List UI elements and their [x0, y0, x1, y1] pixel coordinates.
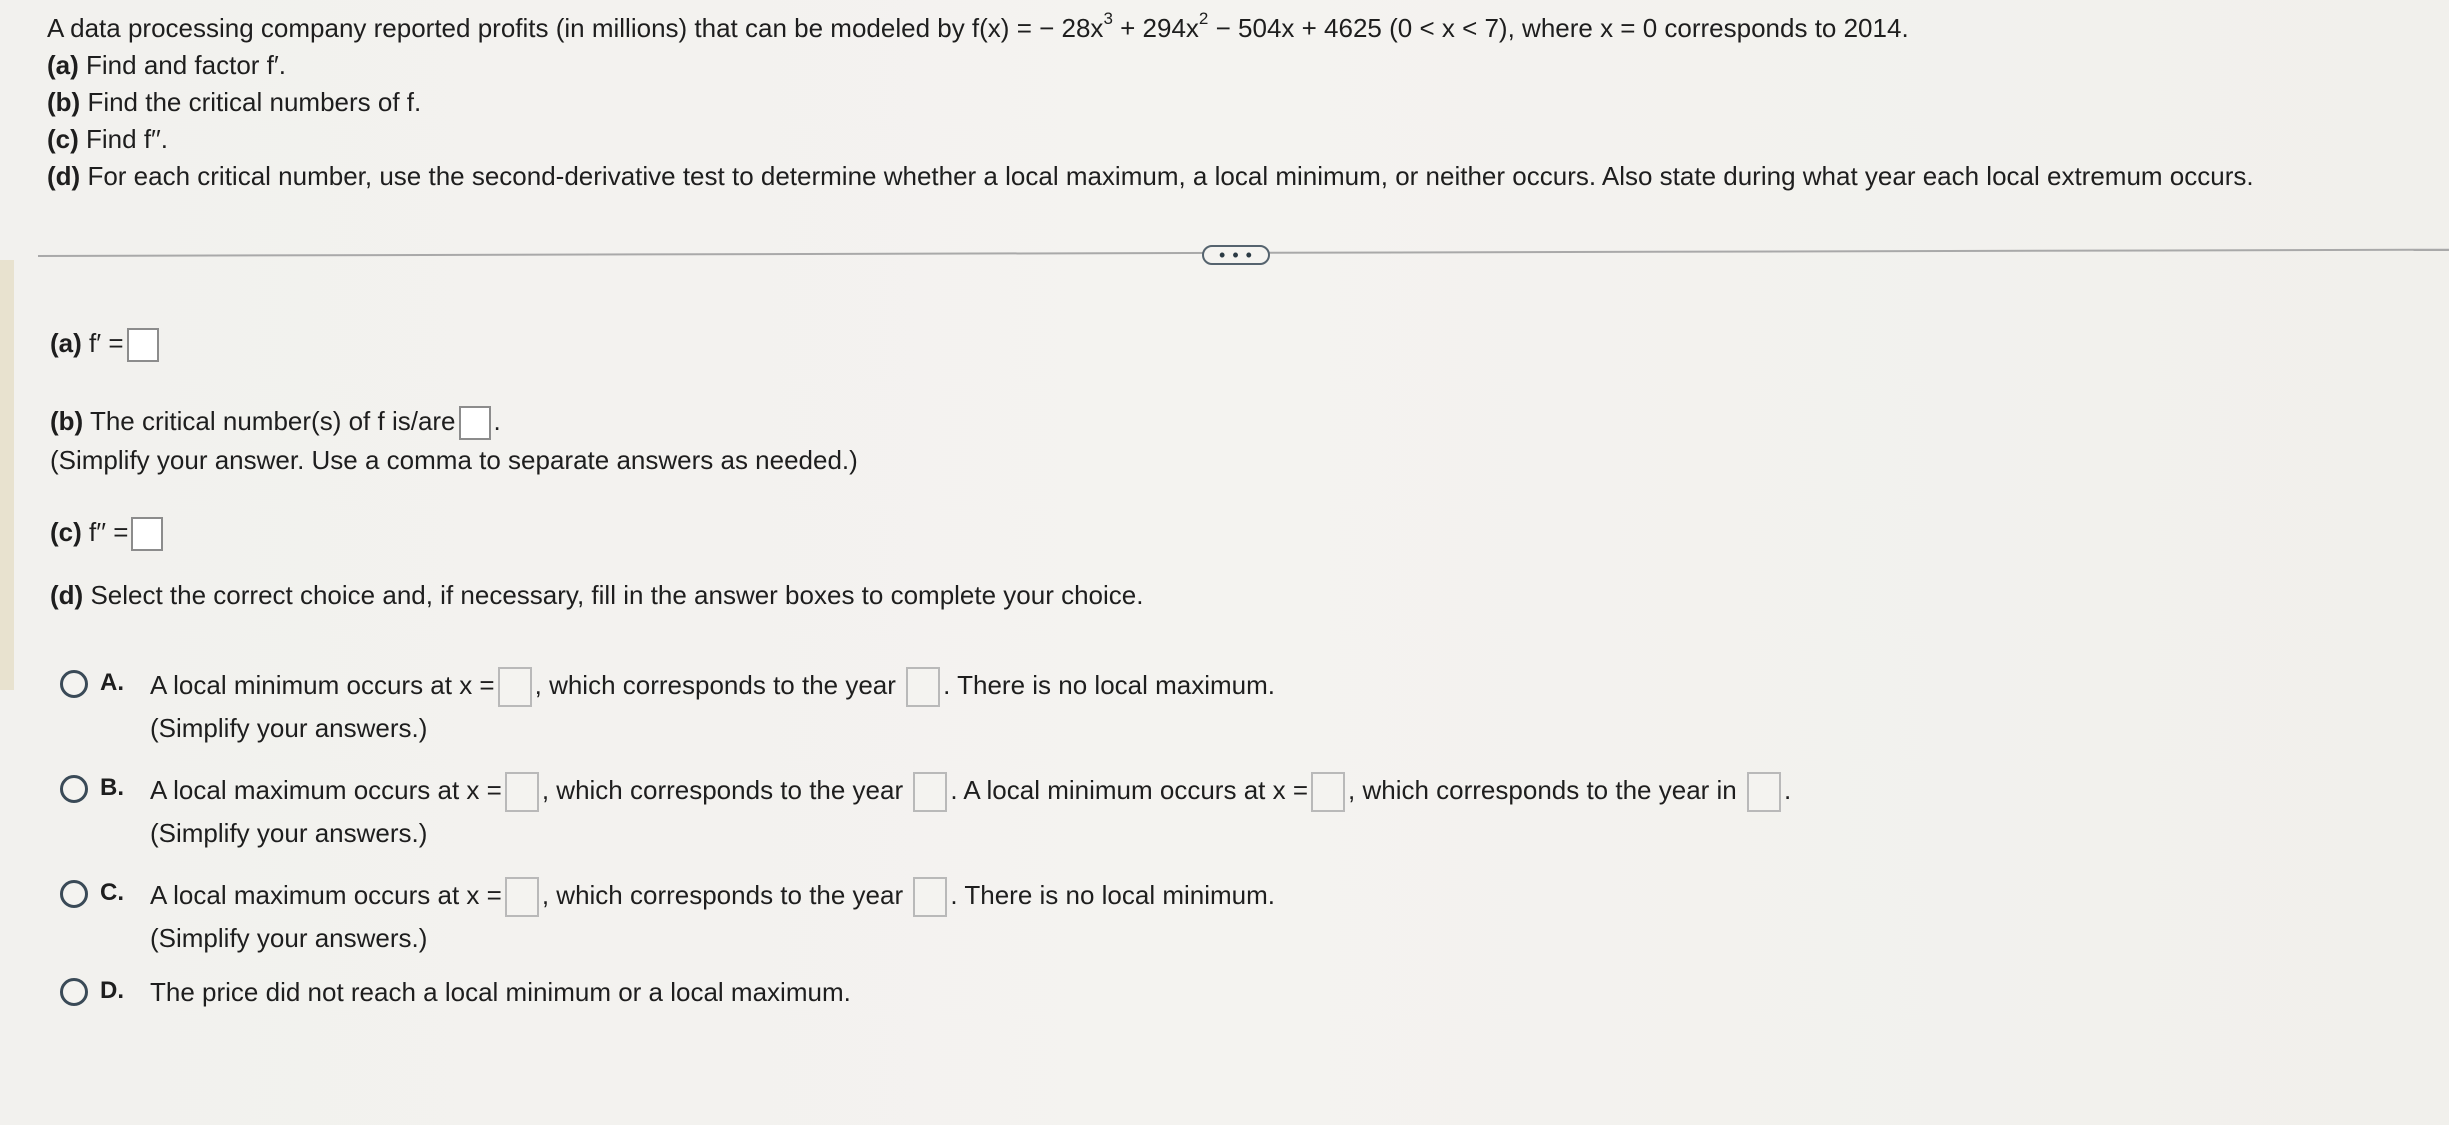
question-part-d: (d) For each critical number, use the second-derivative test to determine whether a local maximum, a local minimum, or neither occurs. Also state during what year each local extremum occurs.: [47, 161, 2254, 191]
answer-b-hint: (Simplify your answer. Use a comma to separate answers as needed.): [50, 445, 858, 475]
choice-b-radio[interactable]: [60, 775, 88, 803]
choice-b-max-x-input[interactable]: [505, 772, 539, 812]
choice-a-hint: (Simplify your answers.): [150, 713, 428, 743]
choice-a-year-input[interactable]: [906, 667, 940, 707]
choice-b-min-x-input[interactable]: [1311, 772, 1345, 812]
answer-d: (d) Select the correct choice and, if necessary, fill in the answer boxes to complete your choice.: [50, 580, 1144, 610]
choice-c-text: A local maximum occurs at x = , which corresponds to the year . There is no local minimum.: [150, 877, 1275, 917]
choice-c-letter: C.: [100, 879, 124, 906]
answer-a: (a) f′ =: [50, 326, 162, 362]
answer-b-input[interactable]: [459, 406, 491, 440]
choice-b-hint: (Simplify your answers.): [150, 818, 428, 848]
answer-c: (c) f′′ =: [50, 515, 166, 551]
question-part-a: (a) Find and factor f′.: [47, 50, 286, 80]
choice-c-hint: (Simplify your answers.): [150, 923, 428, 953]
choice-c-x-input[interactable]: [505, 877, 539, 917]
choice-d-radio[interactable]: [60, 978, 88, 1006]
choice-d-text: The price did not reach a local minimum or a local maximum.: [150, 977, 851, 1007]
choice-b-letter: B.: [100, 774, 124, 801]
answer-b: (b) The critical number(s) of f is/are .: [50, 404, 501, 440]
choice-a-text: A local minimum occurs at x = , which corresponds to the year . There is no local maximum.: [150, 667, 1275, 707]
choice-b-max-year-input[interactable]: [913, 772, 947, 812]
choice-d-letter: D.: [100, 977, 124, 1004]
choice-c-radio[interactable]: [60, 880, 88, 908]
choice-a-x-input[interactable]: [498, 667, 532, 707]
question-block: [47, 10, 2427, 195]
choice-b-text: A local maximum occurs at x = , which corresponds to the year . A local minimum occurs at x = , which corresponds to the year in .: [150, 772, 1791, 812]
choice-b-min-year-input[interactable]: [1747, 772, 1781, 812]
choice-a-radio[interactable]: [60, 670, 88, 698]
choice-a-letter: A.: [100, 669, 124, 696]
question-part-b: (b) Find the critical numbers of f.: [47, 87, 422, 117]
answer-a-input[interactable]: [127, 328, 159, 362]
question-part-c: (c) Find f′′.: [47, 124, 169, 154]
answer-c-input[interactable]: [131, 517, 163, 551]
question-intro: A data processing company reported profits (in millions) that can be modeled by f(x) = − $28x^3 + 294x^2 - 504x + 4625$ (0 < x < 7), where x = 0 corresponds to 2014.: [47, 9, 1909, 43]
choice-c-year-input[interactable]: [913, 877, 947, 917]
expand-button[interactable]: • • •: [1202, 245, 1270, 265]
page-edge-strip: [0, 260, 14, 690]
